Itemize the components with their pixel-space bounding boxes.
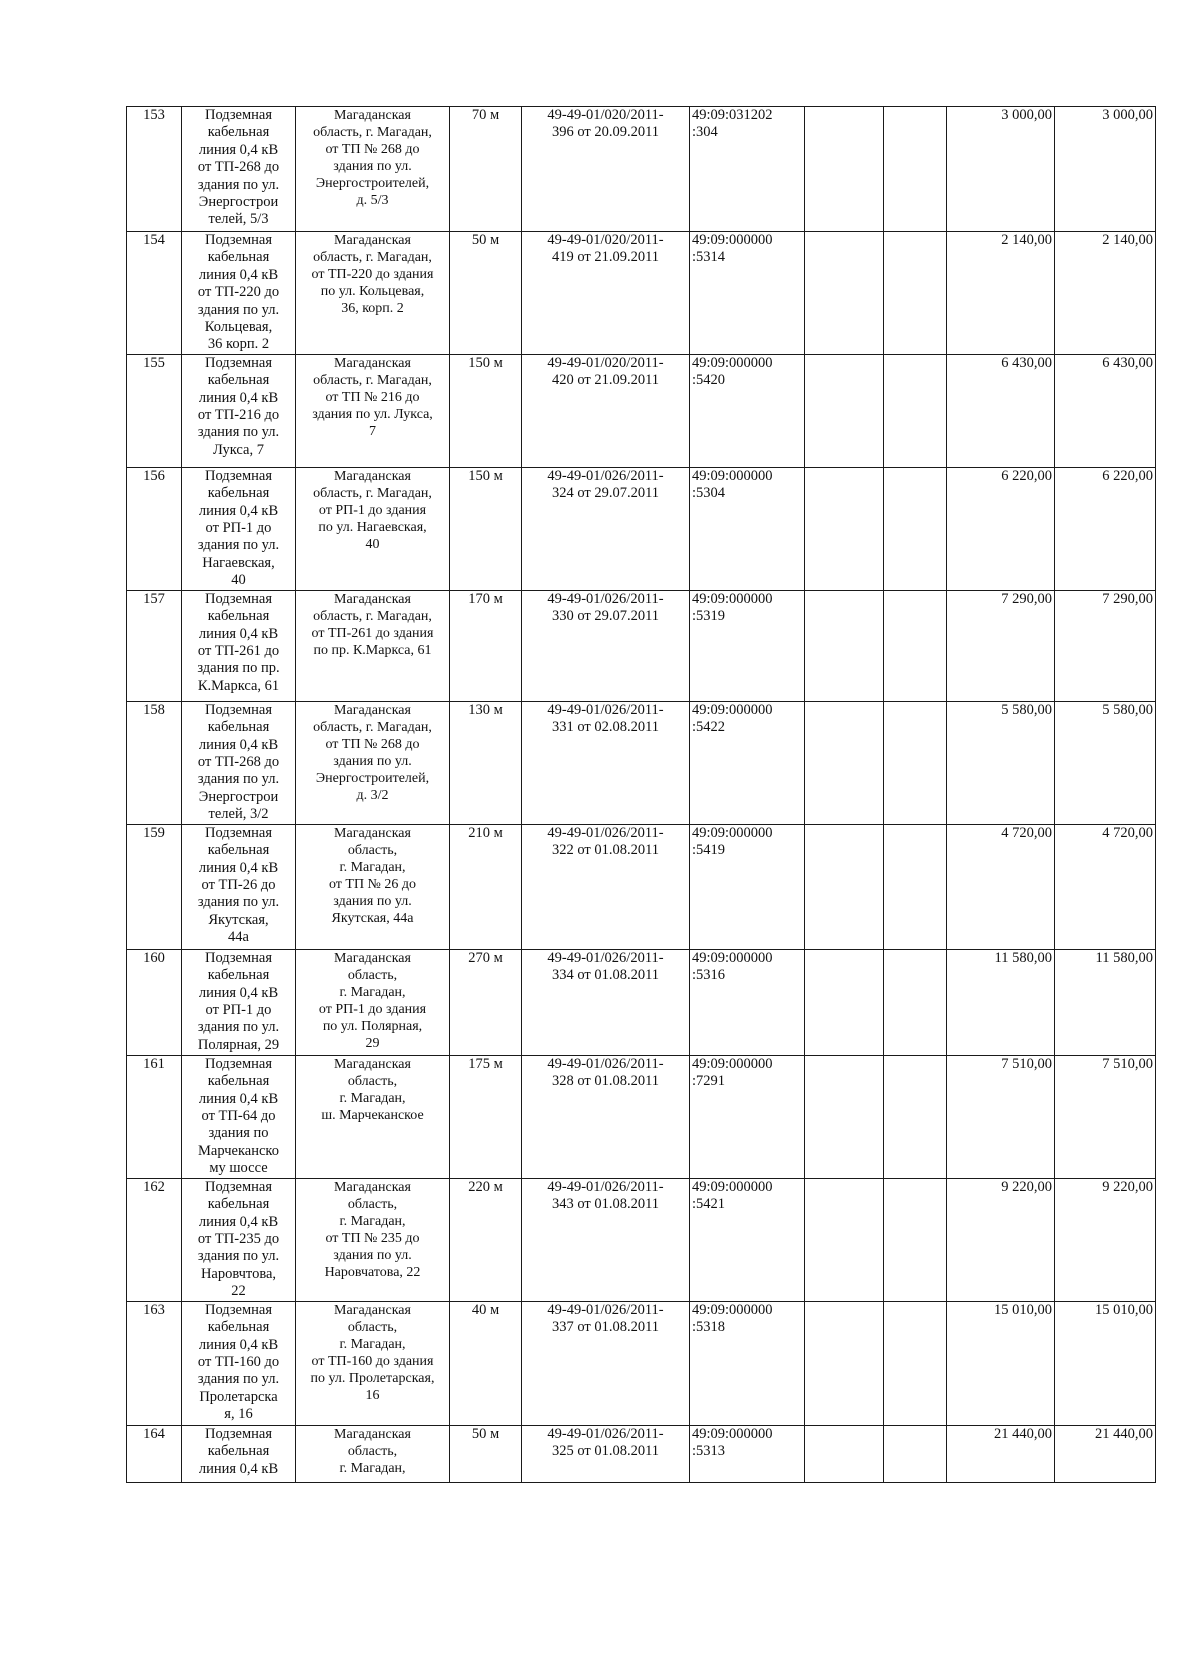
registration-record: [522, 1055, 690, 1178]
cadastral-number-text: 49:09:000000 :5419: [692, 824, 773, 859]
object-address: [296, 232, 450, 355]
empty-cell-8: [884, 354, 947, 467]
empty-cell-8: [884, 107, 947, 232]
residual-value: [1055, 107, 1156, 232]
book-value: [947, 824, 1055, 949]
object-name: [182, 949, 296, 1055]
table-body: [127, 107, 1156, 1483]
cadastral-number: [690, 701, 805, 824]
empty-cell-8: [884, 701, 947, 824]
empty-cell-8: [884, 824, 947, 949]
registration-record-text: 49-49-01/026/2011- 337 от 01.08.2011: [547, 1301, 664, 1336]
object-address: [296, 467, 450, 590]
object-address-text: Магаданская область, г. Магадан, ш. Марчеканское: [321, 1056, 424, 1123]
object-name: [182, 232, 296, 355]
object-address-text: Магаданская область, г. Магадан, от ТП-220 до здания по ул. Кольцевая, 36, корп. 2: [311, 233, 434, 316]
cable-length: [450, 590, 522, 701]
empty-cell-8: [884, 1301, 947, 1425]
row-number-text: 160: [143, 949, 165, 966]
residual-value: [1055, 1425, 1156, 1482]
empty-cell-8: [884, 232, 947, 355]
table-row: [127, 354, 1156, 467]
residual-value-text: 6 430,00: [1102, 354, 1153, 371]
empty-cell-8: [884, 1178, 947, 1301]
cable-length-text: 130 м: [468, 701, 503, 718]
registration-record: [522, 1425, 690, 1482]
residual-value-text: 6 220,00: [1102, 467, 1153, 484]
object-name: [182, 1301, 296, 1425]
residual-value-text: 5 580,00: [1102, 701, 1153, 718]
cable-length: [450, 1055, 522, 1178]
residual-value-text: 21 440,00: [1095, 1425, 1153, 1442]
cable-length: [450, 1178, 522, 1301]
residual-value: [1055, 467, 1156, 590]
object-name-text: Подземная кабельная линия 0,4 кВ от ТП-268 до здания по ул. Энергострои телей, 3/2: [197, 701, 280, 823]
object-address-text: Магаданская область, г. Магадан, от ТП-160 до здания по ул. Пролетарская, 16: [310, 1302, 435, 1403]
empty-cell-7: [805, 1425, 884, 1482]
empty-cell-7: [805, 1178, 884, 1301]
object-name: [182, 107, 296, 232]
book-value: [947, 701, 1055, 824]
row-number-text: 162: [143, 1178, 165, 1195]
row-number: [127, 949, 182, 1055]
empty-cell-7: [805, 590, 884, 701]
object-name-text: Подземная кабельная линия 0,4 кВ от ТП-64 до здания по Марчеканско му шоссе: [198, 1055, 279, 1177]
book-value-text: 4 720,00: [1001, 824, 1052, 841]
object-name: [182, 1425, 296, 1482]
empty-cell-7: [805, 354, 884, 467]
row-number-text: 158: [143, 701, 165, 718]
book-value-text: 3 000,00: [1001, 107, 1052, 123]
book-value-text: 6 430,00: [1001, 354, 1052, 371]
cable-length: [450, 824, 522, 949]
residual-value: [1055, 701, 1156, 824]
empty-cell-8: [884, 467, 947, 590]
residual-value: [1055, 590, 1156, 701]
object-address: [296, 824, 450, 949]
cable-length-text: 270 м: [468, 949, 503, 966]
registration-record: [522, 354, 690, 467]
residual-value-text: 7 290,00: [1102, 590, 1153, 607]
object-address: [296, 590, 450, 701]
residual-value: [1055, 949, 1156, 1055]
row-number-text: 157: [143, 590, 165, 607]
object-name-text: Подземная кабельная линия 0,4 кВ от ТП-160 до здания по ул. Пролетарска я, 16: [197, 1301, 280, 1423]
object-name-text: Подземная кабельная линия 0,4 кВ от ТП-220 до здания по ул. Кольцевая, 36 корп. 2: [197, 232, 280, 353]
row-number: [127, 354, 182, 467]
book-value: [947, 467, 1055, 590]
cable-length-text: 50 м: [471, 232, 500, 248]
object-address-text: Магаданская область, г. Магадан, от РП-1 до здания по ул. Нагаевская, 40: [313, 468, 432, 552]
registration-record: [522, 107, 690, 232]
residual-value: [1055, 1055, 1156, 1178]
row-number: [127, 232, 182, 355]
row-number: [127, 1178, 182, 1301]
book-value: [947, 590, 1055, 701]
cadastral-number: [690, 1425, 805, 1482]
object-name: [182, 467, 296, 590]
cadastral-number: [690, 1055, 805, 1178]
cadastral-number: [690, 1301, 805, 1425]
row-number: [127, 107, 182, 232]
residual-value: [1055, 824, 1156, 949]
table-row: [127, 467, 1156, 590]
registration-record: [522, 1178, 690, 1301]
residual-value: [1055, 232, 1156, 355]
object-name: [182, 824, 296, 949]
table-row: [127, 824, 1156, 949]
cable-length: [450, 354, 522, 467]
object-name-text: Подземная кабельная линия 0,4 кВ от ТП-268 до здания по ул. Энергострои телей, 5/3: [197, 107, 280, 228]
row-number: [127, 1425, 182, 1482]
empty-cell-8: [884, 590, 947, 701]
cable-length-text: 150 м: [468, 467, 503, 484]
cable-length: [450, 949, 522, 1055]
cable-length-text: 150 м: [468, 354, 503, 371]
cable-length-text: 50 м: [471, 1425, 500, 1442]
object-address: [296, 354, 450, 467]
object-name-text: Подземная кабельная линия 0,4 кВ от ТП-26 до здания по ул. Якутская, 44а: [197, 824, 280, 946]
row-number-text: 153: [143, 107, 165, 123]
book-value: [947, 107, 1055, 232]
object-name: [182, 1178, 296, 1301]
cable-length-text: 70 м: [471, 107, 500, 123]
object-address-text: Магаданская область, г. Магадан, от ТП № 268 до здания по ул. Энергостроителей, д. 5/3: [313, 108, 432, 208]
row-number-text: 159: [143, 824, 165, 841]
row-number: [127, 467, 182, 590]
object-address-text: Магаданская область, г. Магадан, от ТП № 235 до здания по ул. Наровчатова, 22: [324, 1179, 421, 1280]
registration-record: [522, 232, 690, 355]
registration-record: [522, 701, 690, 824]
cable-length-text: 170 м: [468, 590, 503, 607]
table-row: [127, 107, 1156, 232]
table-row: [127, 1301, 1156, 1425]
empty-cell-7: [805, 1055, 884, 1178]
registration-record-text: 49-49-01/026/2011- 324 от 29.07.2011: [547, 467, 664, 502]
property-registry-table: [126, 106, 1156, 1483]
row-number-text: 161: [143, 1055, 165, 1072]
object-name-text: Подземная кабельная линия 0,4 кВ от РП-1 до здания по ул. Нагаевская, 40: [197, 467, 280, 589]
cadastral-number: [690, 467, 805, 590]
row-number: [127, 824, 182, 949]
residual-value: [1055, 1178, 1156, 1301]
book-value: [947, 1301, 1055, 1425]
residual-value-text: 9 220,00: [1102, 1178, 1153, 1195]
object-name-text: Подземная кабельная линия 0,4 кВ от РП-1 до здания по ул. Полярная, 29: [197, 949, 280, 1053]
registration-record-text: 49-49-01/020/2011- 396 от 20.09.2011: [547, 107, 664, 141]
empty-cell-8: [884, 1425, 947, 1482]
object-address-text: Магаданская область, г. Магадан, от ТП № 268 до здания по ул. Энергостроителей, д. 3/2: [313, 702, 432, 803]
row-number-text: 155: [143, 354, 165, 371]
registration-record: [522, 949, 690, 1055]
object-name: [182, 1055, 296, 1178]
cable-length: [450, 1425, 522, 1482]
cable-length: [450, 467, 522, 590]
registration-record-text: 49-49-01/020/2011- 419 от 21.09.2011: [547, 232, 664, 266]
table-row: [127, 590, 1156, 701]
registration-record-text: 49-49-01/026/2011- 331 от 02.08.2011: [547, 701, 664, 736]
empty-cell-7: [805, 467, 884, 590]
cadastral-number-text: 49:09:000000 :5420: [692, 354, 773, 389]
book-value-text: 7 510,00: [1001, 1055, 1052, 1072]
cadastral-number: [690, 107, 805, 232]
book-value-text: 9 220,00: [1001, 1178, 1052, 1195]
residual-value-text: 4 720,00: [1102, 824, 1153, 841]
row-number-text: 163: [143, 1301, 165, 1318]
cadastral-number: [690, 354, 805, 467]
book-value-text: 6 220,00: [1001, 467, 1052, 484]
book-value-text: 11 580,00: [994, 949, 1052, 966]
object-address-text: Магаданская область, г. Магадан,: [334, 1426, 411, 1476]
table-row: [127, 701, 1156, 824]
object-name-text: Подземная кабельная линия 0,4 кВ от ТП-261 до здания по пр. К.Маркса, 61: [197, 590, 280, 694]
cadastral-number-text: 49:09:000000 :5313: [692, 1425, 773, 1460]
empty-cell-7: [805, 824, 884, 949]
book-value-text: 5 580,00: [1001, 701, 1052, 718]
object-address-text: Магаданская область, г. Магадан, от ТП № 216 до здания по ул. Лукса, 7: [312, 355, 433, 439]
object-name-text: Подземная кабельная линия 0,4 кВ: [198, 1425, 279, 1477]
cable-length-text: 175 м: [468, 1055, 503, 1072]
cable-length-text: 210 м: [468, 824, 503, 841]
row-number: [127, 590, 182, 701]
empty-cell-7: [805, 701, 884, 824]
cadastral-number-text: 49:09:000000 :5304: [692, 467, 773, 502]
empty-cell-7: [805, 232, 884, 355]
residual-value-text: 15 010,00: [1095, 1301, 1153, 1318]
empty-cell-8: [884, 1055, 947, 1178]
object-address-text: Магаданская область, г. Магадан, от ТП-261 до здания по пр. К.Маркса, 61: [311, 591, 434, 658]
row-number: [127, 701, 182, 824]
empty-cell-7: [805, 949, 884, 1055]
book-value: [947, 949, 1055, 1055]
cable-length: [450, 1301, 522, 1425]
book-value: [947, 1055, 1055, 1178]
registration-record-text: 49-49-01/026/2011- 334 от 01.08.2011: [547, 949, 664, 984]
cadastral-number-text: 49:09:000000 :7291: [692, 1055, 773, 1090]
cadastral-number: [690, 590, 805, 701]
registration-record-text: 49-49-01/026/2011- 343 от 01.08.2011: [547, 1178, 664, 1213]
table-row: [127, 1055, 1156, 1178]
residual-value-text: 11 580,00: [1095, 949, 1153, 966]
book-value: [947, 232, 1055, 355]
registration-record: [522, 1301, 690, 1425]
object-address-text: Магаданская область, г. Магадан, от РП-1 до здания по ул. Полярная, 29: [318, 950, 427, 1051]
table-row: [127, 1178, 1156, 1301]
cadastral-number-text: 49:09:000000 :5318: [692, 1301, 773, 1336]
object-name-text: Подземная кабельная линия 0,4 кВ от ТП-235 до здания по ул. Наровчтова, 22: [197, 1178, 280, 1300]
cable-length: [450, 232, 522, 355]
cable-length: [450, 701, 522, 824]
residual-value: [1055, 1301, 1156, 1425]
registration-record-text: 49-49-01/020/2011- 420 от 21.09.2011: [547, 354, 664, 389]
registration-record: [522, 467, 690, 590]
book-value: [947, 354, 1055, 467]
empty-cell-8: [884, 949, 947, 1055]
cadastral-number: [690, 949, 805, 1055]
object-name: [182, 354, 296, 467]
cable-length: [450, 107, 522, 232]
row-number: [127, 1055, 182, 1178]
object-address: [296, 1425, 450, 1482]
table-row: [127, 232, 1156, 355]
cadastral-number-text: 49:09:000000 :5319: [692, 590, 773, 625]
registration-record: [522, 824, 690, 949]
book-value-text: 21 440,00: [994, 1425, 1052, 1442]
book-value: [947, 1178, 1055, 1301]
object-address: [296, 1055, 450, 1178]
row-number-text: 156: [143, 467, 165, 484]
book-value-text: 7 290,00: [1001, 590, 1052, 607]
table-row: [127, 1425, 1156, 1482]
row-number: [127, 1301, 182, 1425]
object-address: [296, 949, 450, 1055]
registration-record-text: 49-49-01/026/2011- 325 от 01.08.2011: [547, 1425, 664, 1460]
table-row: [127, 949, 1156, 1055]
registration-record-text: 49-49-01/026/2011- 322 от 01.08.2011: [547, 824, 664, 859]
registration-record-text: 49-49-01/026/2011- 330 от 29.07.2011: [547, 590, 664, 625]
object-address: [296, 107, 450, 232]
cadastral-number-text: 49:09:000000 :5314: [692, 232, 773, 266]
empty-cell-7: [805, 107, 884, 232]
book-value: [947, 1425, 1055, 1482]
residual-value: [1055, 354, 1156, 467]
cadastral-number: [690, 824, 805, 949]
object-name-text: Подземная кабельная линия 0,4 кВ от ТП-216 до здания по ул. Лукса, 7: [197, 354, 280, 458]
object-address-text: Магаданская область, г. Магадан, от ТП № 26 до здания по ул. Якутская, 44а: [328, 825, 417, 926]
cadastral-number-text: 49:09:000000 :5316: [692, 949, 773, 984]
book-value-text: 15 010,00: [994, 1301, 1052, 1318]
cadastral-number-text: 49:09:000000 :5421: [692, 1178, 773, 1213]
row-number-text: 154: [143, 232, 165, 248]
cable-length-text: 220 м: [468, 1178, 503, 1195]
empty-cell-7: [805, 1301, 884, 1425]
book-value-text: 2 140,00: [1001, 232, 1052, 248]
cadastral-number-text: 49:09:000000 :5422: [692, 701, 773, 736]
residual-value-text: 3 000,00: [1102, 107, 1153, 123]
object-address: [296, 701, 450, 824]
object-address: [296, 1301, 450, 1425]
object-name: [182, 701, 296, 824]
object-address: [296, 1178, 450, 1301]
registration-record: [522, 590, 690, 701]
registration-record-text: 49-49-01/026/2011- 328 от 01.08.2011: [547, 1055, 664, 1090]
cadastral-number: [690, 232, 805, 355]
residual-value-text: 7 510,00: [1102, 1055, 1153, 1072]
residual-value-text: 2 140,00: [1102, 232, 1153, 248]
object-name: [182, 590, 296, 701]
cable-length-text: 40 м: [471, 1301, 500, 1318]
cadastral-number: [690, 1178, 805, 1301]
row-number-text: 164: [143, 1425, 165, 1442]
cadastral-number-text: 49:09:031202 :304: [692, 107, 773, 141]
